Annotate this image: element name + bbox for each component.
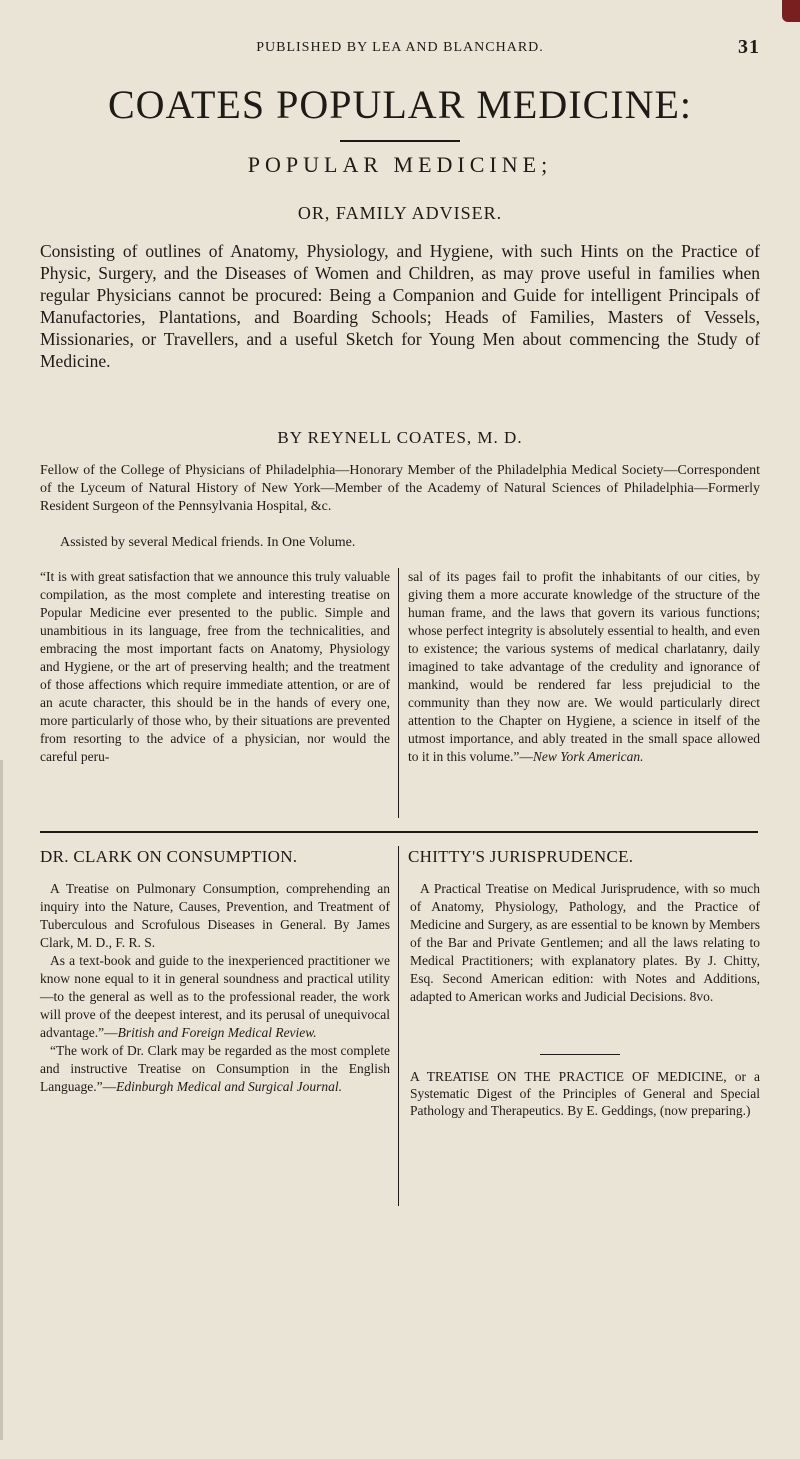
author-line: BY REYNELL COATES, M. D.	[277, 428, 523, 447]
clark-review-1	[40, 952, 390, 1042]
chitty-body: A Practical Treatise on Medical Jurisprudence, with so much of Anatomy, Physiology, Pathology, and the Practice of Medicine and Surgery, as are essential to be known by Members of the Bar and Private Gentlemen; and all the laws relating to Medical Practitioners; with explanatory plates. By J. Chitty, Esq. Second American edition: with Notes and Additions, adapted to American works and Judicial Decisions. 8vo.	[410, 881, 760, 1004]
practice-body: or a Systematic Digest of the Principles of General and Special Pathology and Therapeutics. By E. Geddings, (now preparing.)	[410, 1069, 760, 1118]
page-title: COATES POPULAR MEDICINE:	[107, 82, 693, 127]
page-edge-shadow	[0, 760, 3, 1440]
page-number: 31	[738, 36, 760, 58]
clark-body: A Treatise on Pulmonary Consumption, comprehending an inquiry into the Nature, Causes, Prevention, and Treatment of Tuberculous and Scrofulous Diseases in General. By James Clark, M. D., F. R. S.	[40, 881, 390, 950]
column-divider-lower	[398, 846, 399, 1206]
practice-title: A TREATISE ON THE PRACTICE OF MEDICINE,	[410, 1069, 727, 1084]
volume-note: Assisted by several Medical friends. In One Volume.	[60, 535, 356, 550]
author-credentials: Fellow of the College of Physicians of Philadelphia—Honorary Member of the Philadelphia Medical Society—Correspondent of the Lyceum of Natural History of New York—Member of the Academy of Natural Sciences of Philadelphia—Formerly Resident Surgeon of the Pennsylvania Hospital, &c.	[40, 463, 760, 514]
clark-review-1-source: British and Foreign Medical Review.	[117, 1025, 317, 1040]
clark-review-2-source: Edinburgh Medical and Surgical Journal.	[116, 1079, 342, 1094]
book-description: Consisting of outlines of Anatomy, Physiology, and Hygiene, with such Hints on the Practice of Physic, Surgery, and the Diseases of Women and Children, as may prove useful in families when regular Physicians cannot be procured: Being a Companion and Guide for intelligent Principals of Manufactories, Plantations, and Boarding Schools; Heads of Families, Masters of Vessels, Missionaries, or Travellers, and a useful Sketch for Young Men about commencing the Study of Medicine.	[40, 241, 760, 371]
review-quote-source: New York American.	[532, 749, 644, 764]
clark-title: DR. CLARK ON CONSUMPTION.	[40, 847, 298, 866]
clark-description	[40, 880, 390, 1096]
running-header	[0, 36, 800, 58]
book-title: POPULAR MEDICINE;	[247, 152, 553, 177]
clark-review-1-text: As a text-book and guide to the inexperienced practitioner we know none equal to it in general soundness and practical utility—to the general as well as to the professional reader, the work will prove of the deepest interest, and its perusal of unequivocal advantage.”—	[40, 953, 390, 1040]
clark-review-2-text: “The work of Dr. Clark may be regarded as the most complete and instructive Treatise on Consumption in the English Language.”—	[40, 1043, 390, 1094]
review-quote-right	[408, 568, 760, 766]
section-rule	[40, 831, 758, 833]
review-quote-left: “It is with great satisfaction that we announce this truly valuable compilation, as the most complete and interesting treatise on Popular Medicine ever presented to the public. Simple and unambitious in its language, free from the technicalities, and embracing the most important facts on Anatomy, Physiology and Hygiene, or the art of preserving health; and the treatment of those affections which require immediate attention, or are of an acute character, this should be in the hands of every one, more particularly of those who, by their situations are prevented from resorting to the advice of a physician, nor would the careful peru-	[40, 569, 390, 764]
practice-entry	[410, 1068, 760, 1119]
review-quote-right-text: sal of its pages fail to profit the inhabitants of our cities, by giving them a more accurate knowledge of the structure of the human frame, and the laws that govern its various functions; whose perfect integrity is absolutely essential to health, and even to existence; the various systems of medical charlatanry, daily imagined to take advantage of the credulity and ignorance of mankind, would be rendered far less prejudicial to the community than they now are. We would particularly direct attention to the Chapter on Hygiene, a science in itself of the utmost importance, and ably treated in the small space allowed to it in this volume.”—	[408, 569, 760, 764]
clark-review-2	[40, 1042, 390, 1096]
corner-tab-decoration	[782, 0, 800, 22]
publisher-line: PUBLISHED BY LEA AND BLANCHARD.	[256, 40, 544, 55]
column-divider	[398, 568, 399, 818]
chitty-title: CHITTY'S JURISPRUDENCE.	[408, 847, 634, 866]
book-subtitle: OR, FAMILY ADVISER.	[297, 203, 503, 223]
chitty-rule	[540, 1054, 620, 1055]
title-rule	[340, 140, 460, 142]
